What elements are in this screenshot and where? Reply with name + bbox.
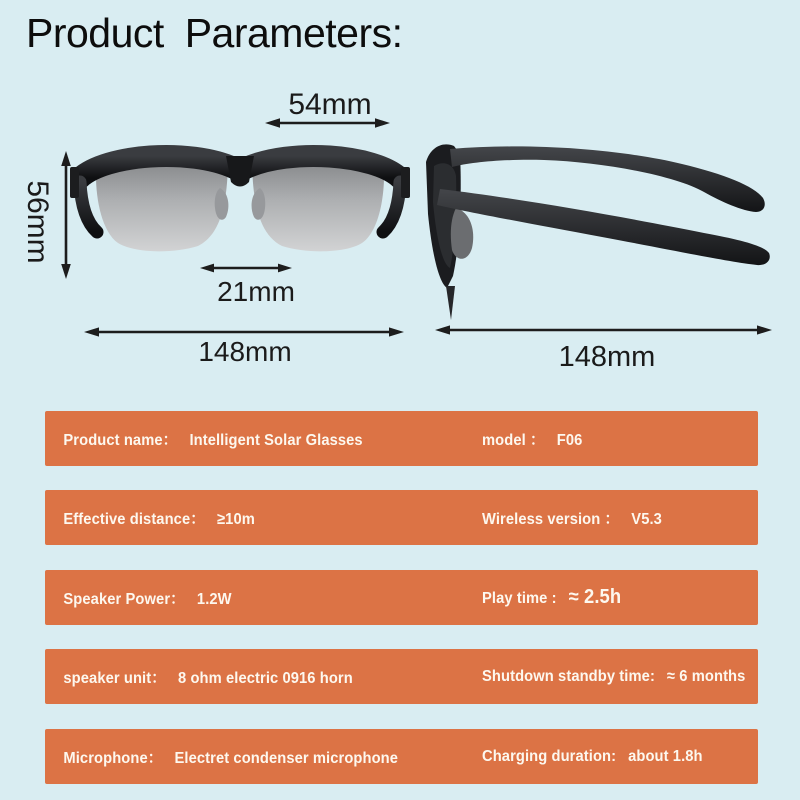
spec-value: about 1.8h [628,747,703,765]
spec-cell-play-time [482,586,736,609]
spec-row-speaker-unit [45,649,758,704]
spec-row-effective-distance [45,490,758,545]
spec-value: 1.2W [196,591,232,608]
glasses-side-view-image [424,136,788,336]
spec-value: Electret condenser microphone [174,750,399,767]
dimension-label-frame-height: 56mm [21,180,54,264]
spec-cell-microphone [45,745,447,768]
spec-row-microphone [45,729,758,784]
spec-value: ≈ 2.5h [568,586,622,608]
spec-label: Microphone： [63,750,163,767]
spec-label: Product name： [63,432,178,449]
spec-cell-standby-time [482,668,745,686]
dimension-label-lens-width: 54mm [288,88,372,121]
dimension-label-temple-length: 148mm [558,341,656,373]
page-title: Product Parameters: [26,10,403,56]
spec-label: Charging duration: [482,747,617,765]
spec-cell-speaker-unit [45,665,447,688]
spec-cell-product-name [45,427,447,450]
spec-value: V5.3 [631,511,662,528]
spec-row-product-name [45,411,758,466]
spec-cell-speaker-power [45,586,447,609]
spec-label: Speaker Power： [63,591,185,608]
glasses-front-view-image [70,142,410,267]
spec-cell-model [482,427,736,450]
dimension-label-frame-width: 148mm [198,336,292,367]
spec-label: Shutdown standby time: [482,667,655,685]
spec-value: ≥10m [217,511,255,528]
spec-value: F06 [556,432,583,449]
spec-value: 8 ohm electric 0916 horn [177,670,353,687]
spec-label: model ： [482,432,545,449]
spec-cell-charging-duration [482,748,736,766]
spec-label: Wireless version ： [482,511,620,528]
spec-label: Play time : [482,590,557,607]
spec-cell-wireless-version [482,506,736,529]
spec-cell-effective-distance [45,506,447,529]
spec-row-speaker-power [45,570,758,625]
spec-label: Effective distance： [63,511,206,528]
dimension-label-bridge-width: 21mm [217,276,295,307]
spec-value: ≈ 6 months [666,667,746,685]
spec-label: speaker unit： [63,670,167,687]
spec-value: Intelligent Solar Glasses [189,432,363,449]
